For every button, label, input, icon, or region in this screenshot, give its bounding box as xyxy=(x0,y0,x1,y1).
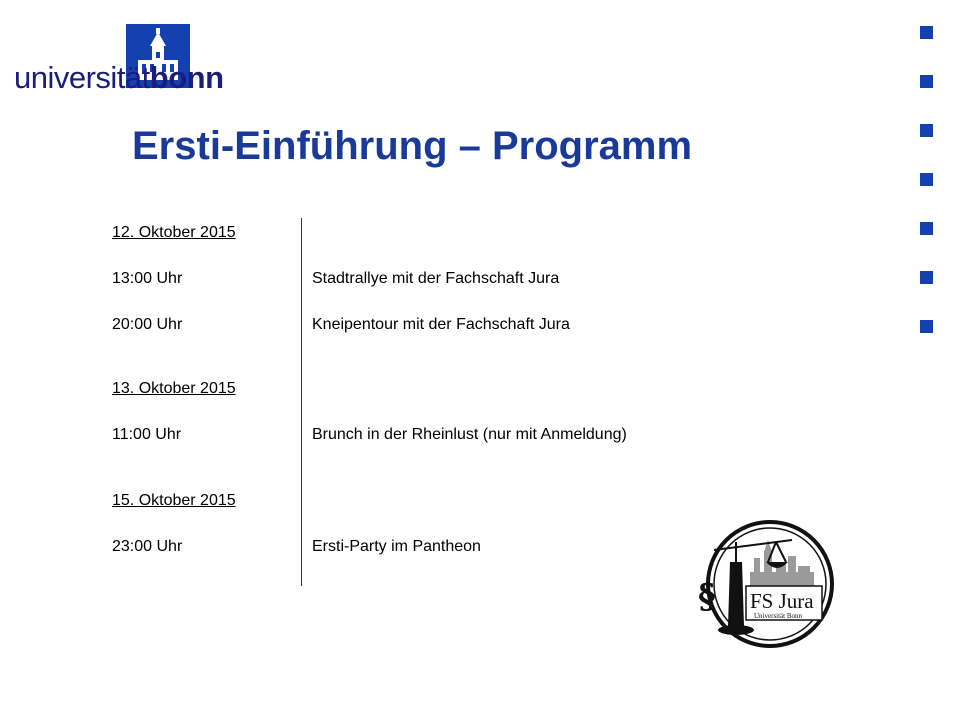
decorative-squares xyxy=(920,26,934,369)
item-time: 13:00 Uhr xyxy=(112,270,183,287)
item-time: 11:00 Uhr xyxy=(112,426,182,443)
logo-wordmark xyxy=(14,60,224,96)
seal-label: FS Jura xyxy=(750,589,814,613)
seal-paragraph-symbol: § xyxy=(698,577,716,617)
schedule xyxy=(112,218,732,586)
page-title: Ersti-Einführung – Programm xyxy=(132,124,693,168)
date-heading: 12. Oktober 2015 xyxy=(112,224,236,241)
square-icon xyxy=(920,271,933,284)
item-event: Stadtrallye mit der Fachschaft Jura xyxy=(312,270,560,287)
date-heading: 13. Oktober 2015 xyxy=(112,380,236,397)
square-icon xyxy=(920,222,933,235)
column-divider xyxy=(301,218,302,586)
item-time: 23:00 Uhr xyxy=(112,538,183,555)
item-event: Ersti-Party im Pantheon xyxy=(312,538,481,555)
square-icon xyxy=(920,173,933,186)
seal-subtext: Universität Bonn xyxy=(754,612,803,620)
university-logo xyxy=(14,24,224,95)
square-icon xyxy=(920,320,933,333)
item-time: 20:00 Uhr xyxy=(112,316,183,333)
date-heading: 15. Oktober 2015 xyxy=(112,492,236,509)
square-icon xyxy=(920,75,933,88)
square-icon xyxy=(920,124,933,137)
logo-text-light: universität xyxy=(14,60,150,95)
logo-text-bold: bonn xyxy=(149,60,224,95)
item-event: Kneipentour mit der Fachschaft Jura xyxy=(312,316,570,333)
item-event: Brunch in der Rheinlust (nur mit Anmeldung) xyxy=(312,426,627,443)
fs-jura-seal xyxy=(684,518,834,658)
square-icon xyxy=(920,26,933,39)
